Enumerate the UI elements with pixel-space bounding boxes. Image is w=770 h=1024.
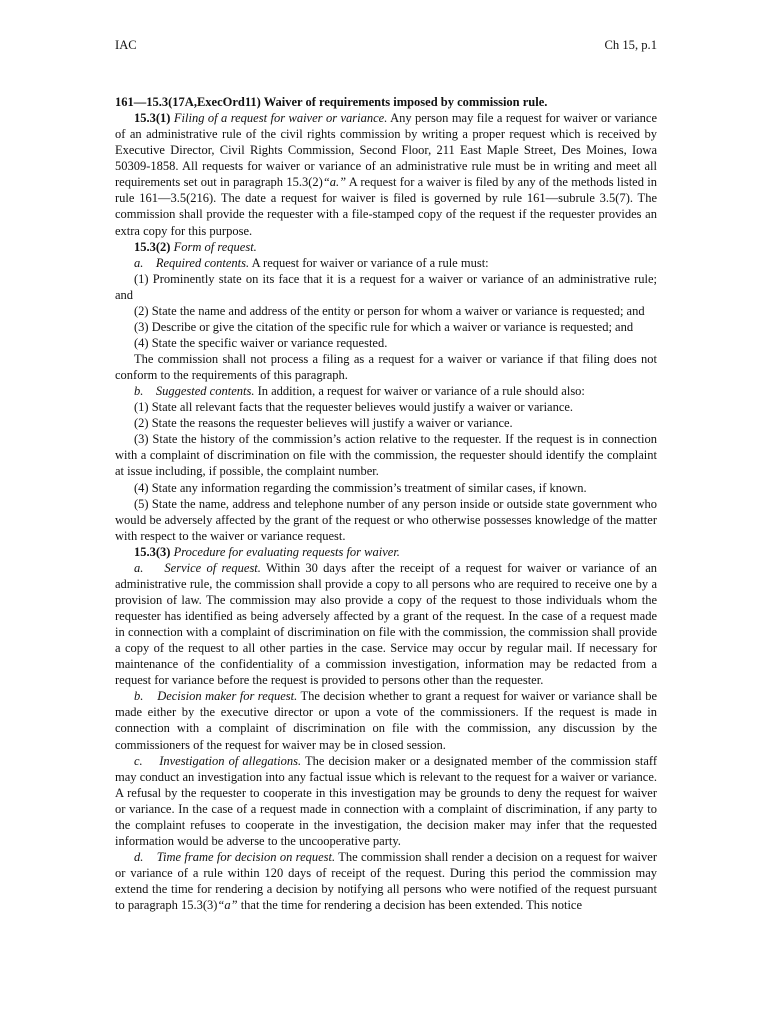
paragraph-service-of-request: a. Service of request. Within 30 days after the receipt of a request for waiver or variance of an administrative rule, the commission shall provide a copy to all persons who are required to receive one by a provision of law. The commission may also provide a copy of the request to those individuals whom the requester has identified as being adversely affected by a grant of the request. In the case of a request made in connection with a complaint of discrimination on file with the commission, the commission shall provide a copy of the request to all other parties in the case. Service may occur by regular mail. If necessary for maintenance of the confidentiality of a commission investigation, information may be redacted from a request for variance before the request is provided to persons other than the requester. — [115, 560, 657, 688]
subrule-heading: Procedure for evaluating requests for waiver. — [173, 544, 400, 559]
paragraph-heading: Service of request. — [164, 560, 261, 575]
list-item: (4) State any information regarding the commission’s treatment of similar cases, if known. — [134, 480, 587, 495]
paragraph-decision-maker: b. Decision maker for request. The decision whether to grant a request for waiver or variance shall be made either by the executive director or upon a vote of the commissioners. If the request is made in connection with a complaint of discrimination on file with the commission, any discussion by the commissioners of the request for waiver may be in closed session. — [115, 689, 658, 752]
paragraph-reference: “a.” — [322, 175, 347, 190]
paragraph-label: b. — [134, 689, 144, 704]
paragraph-investigation: c. Investigation of allegations. The decision maker or a designated member of the commission staff may conduct an investigation into any factual issue which is relevant to the request for a waiver or variance. A refusal by the requester to cooperate in this investigation may be grounds to deny the request for waiver or variance. In the case of a request made in connection with a complaint of discrimination, if any party to the complaint refuses to cooperate in the investigation, the decision maker may infer that the requested information would be adverse to the uncooperative party. — [115, 753, 658, 848]
list-item: (1) State all relevant facts that the requester believes would justify a waiver or variance. — [134, 400, 574, 415]
list-item: (2) State the name and address of the entity or person for whom a waiver or variance is requested; and — [134, 303, 645, 318]
paragraph-heading: Required contents. — [155, 255, 250, 270]
paragraph-label: c. — [134, 753, 143, 768]
subrule-15-3-3 — [115, 544, 657, 560]
paragraph-suggested-contents: b. Suggested contents. In addition, a request for waiver or variance of a rule should also: — [134, 384, 585, 399]
list-item: (4) State the specific waiver or variance requested. — [134, 335, 388, 350]
subrule-15-3-2 — [115, 239, 657, 255]
list-item: (2) State the reasons the requester believes will justify a waiver or variance. — [134, 416, 513, 431]
list-item: (3) Describe or give the citation of the specific rule for which a waiver or variance is requested; and — [134, 319, 634, 334]
subrule-heading: Filing of a request for waiver or variance. — [173, 111, 388, 126]
header-chapter-page: Ch 15, p.1 — [604, 38, 657, 52]
paragraph-label: b. — [134, 384, 144, 399]
paragraph-label: d. — [134, 849, 144, 864]
paragraph-heading: Investigation of allegations. — [159, 753, 302, 768]
rule-title: 161—15.3(17A,ExecOrd11) Waiver of requirements imposed by commission rule. — [115, 95, 548, 109]
paragraph-heading: Suggested contents. — [155, 384, 255, 399]
paragraph-reference: “a” — [217, 898, 238, 913]
paragraph-heading: Time frame for decision on request. — [156, 849, 336, 864]
paragraph-time-frame: d. Time frame for decision on request. The commission shall render a decision on a request for waiver or variance of a rule within 120 days of receipt of the request. During this period the commission may extend the time for rendering a decision by notifying all persons who were notified of the request pursuant to paragraph 15.3(3)“a” that the time for rendering a decision has been extended. This notice — [115, 849, 657, 913]
required-contents-note: The commission shall not process a filing as a request for a waiver or variance if that filing does not conform to the requirements of this paragraph. — [115, 352, 657, 383]
document-body — [115, 94, 657, 913]
subrule-heading: Form of request. — [173, 239, 257, 254]
subrule-number: 15.3(3) — [134, 544, 171, 559]
subrule-15-3-1: 15.3(1) Filing of a request for waiver or variance. Any person may file a request for waiver or variance of an administrative rule of the civil rights commission by writing a proper request which is received by Executive Director, Civil Rights Commission, Second Floor, 211 East Maple Street, Des Moines, Iowa 50309-1858. All requests for waiver or variance of an administrative rule must be in writing and meet all requirements set out in paragraph 15.3(2)“a.” A request for a waiver is filed by any of the methods listed in rule 161—3.5(216). The date a request for waiver is filed is governed by rule 161—subrule 3.5(7). The commission shall provide the requester with a file-stamped copy of the request if the requester provides an extra copy for this purpose. — [115, 111, 657, 238]
paragraph-heading: Decision maker for request. — [157, 689, 298, 704]
list-item: (1) Prominently state on its face that it is a request for a waiver or variance of an administrative rule; and — [115, 271, 657, 302]
list-item: (3) State the history of the commission’s action relative to the requester. If the request is in connection with a complaint of discrimination on file with the commission, the requester should identify the complaint at issue including, if possible, the complaint number. — [115, 432, 657, 479]
paragraph-label: a. — [134, 560, 144, 575]
subrule-number: 15.3(2) — [134, 239, 171, 254]
subrule-number: 15.3(1) — [134, 111, 171, 126]
list-item: (5) State the name, address and telephone number of any person inside or outside state government who would be adversely affected by the grant of the request or who otherwise possesses knowledge of the matter with respect to the waiver or variance request. — [115, 496, 657, 543]
paragraph-label: a. — [134, 255, 144, 270]
paragraph-required-contents: a. Required contents. A request for waiver or variance of a rule must: — [134, 255, 489, 270]
header-code: IAC — [115, 38, 137, 52]
